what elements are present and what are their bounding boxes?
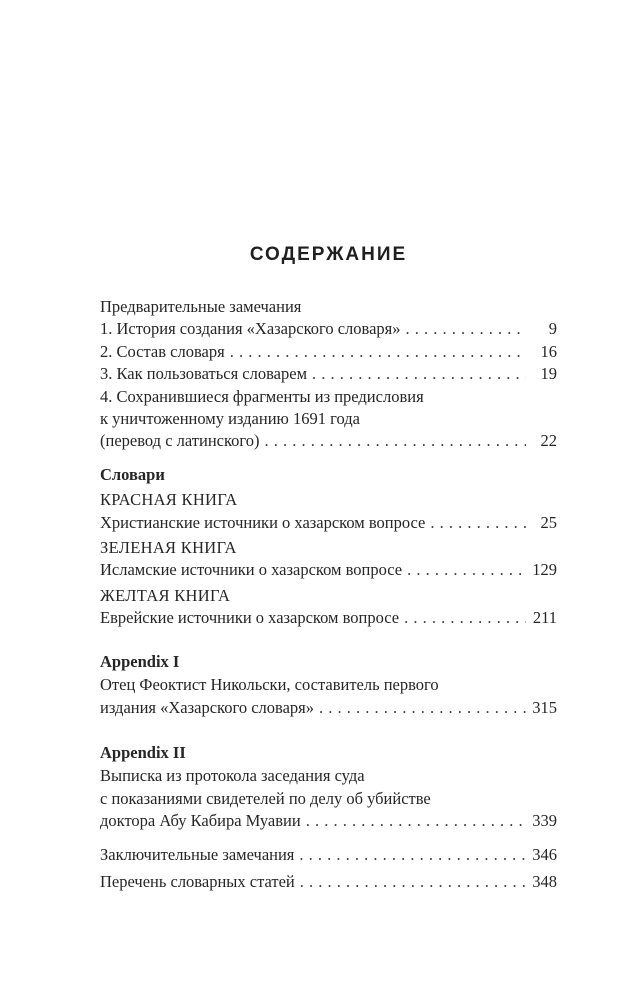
toc-entry-line: Отец Феоктист Никольски, составитель первого [100, 675, 439, 695]
book-title: ЗЕЛЕНАЯ КНИГА [100, 538, 237, 558]
dot-leader [406, 318, 526, 340]
toc-entry-label: Исламские источники о хазарском вопросе [100, 560, 403, 580]
section-header: Предварительные замечания [100, 297, 302, 316]
toc-page-number: 346 [532, 844, 557, 864]
table-of-contents [100, 296, 557, 893]
toc-entry [100, 765, 557, 832]
toc-page-number: 25 [540, 512, 557, 532]
toc-entry-label: 1. История создания «Хазарского словаря» [100, 319, 401, 339]
toc-entry-label: Христианские источники о хазарском вопросе [100, 512, 426, 532]
toc-page-number: 339 [532, 811, 557, 831]
section-header: Appendix II [100, 742, 186, 762]
toc-entry-label: 2. Состав словаря [100, 341, 225, 361]
section-header: Appendix I [100, 651, 180, 671]
section-header: Словари [100, 464, 165, 484]
toc-page-number: 16 [540, 341, 557, 361]
toc-entry [100, 489, 557, 534]
book-title: ЖЕЛТАЯ КНИГА [100, 585, 231, 605]
toc-entry [100, 844, 557, 866]
toc-entry [100, 363, 557, 385]
dot-leader [430, 512, 526, 534]
toc-entry [100, 585, 557, 630]
toc-entry [100, 386, 557, 453]
toc-section-appendix-1 [100, 651, 557, 719]
toc-entry-label: Заключительные замечания [100, 844, 295, 864]
dot-leader [306, 810, 526, 832]
toc-entry-label: Еврейские источники о хазарском вопросе [100, 608, 400, 628]
toc-page-number: 19 [540, 364, 557, 384]
dot-leader [299, 844, 526, 866]
dot-leader [407, 559, 526, 581]
toc-entry [100, 318, 557, 340]
toc-section-closing [100, 844, 557, 894]
toc-entry-label: Перечень словарных статей [100, 871, 295, 891]
toc-entry [100, 674, 557, 719]
toc-entry-line: к уничтоженному изданию 1691 года [100, 409, 360, 429]
toc-entry-line: с показаниями свидетелей по делу об убийстве [100, 788, 431, 808]
toc-page-number: 22 [540, 431, 557, 451]
toc-section-appendix-2 [100, 742, 557, 833]
toc-entry-label: издания «Хазарского словаря» [100, 697, 315, 717]
dot-leader [312, 363, 526, 385]
toc-section-dictionaries [100, 464, 557, 630]
toc-entry-line: Выписка из протокола заседания суда [100, 766, 365, 786]
toc-entry-label: 3. Как пользоваться словарем [100, 364, 308, 384]
toc-entry [100, 537, 557, 582]
toc-page-number: 129 [532, 560, 557, 580]
toc-page-number: 9 [548, 319, 557, 339]
toc-entry-label: (перевод с латинского) [100, 431, 260, 451]
toc-page-number: 315 [532, 697, 557, 717]
toc-page-number: 348 [532, 871, 557, 891]
toc-section-preliminary [100, 296, 557, 453]
dot-leader [404, 607, 526, 629]
dot-leader [265, 430, 527, 452]
dot-leader [319, 697, 526, 719]
toc-entry-label: доктора Абу Кабира Муавии [100, 811, 301, 831]
toc-entry-line: 4. Сохранившиеся фрагменты из предисловия [100, 386, 424, 406]
toc-page-number: 211 [532, 608, 557, 628]
toc-entry [100, 341, 557, 363]
page-title: СОДЕРЖАНИЕ [249, 244, 408, 265]
book-title: КРАСНАЯ КНИГА [100, 490, 238, 510]
dot-leader [230, 341, 526, 363]
dot-leader [300, 871, 526, 893]
toc-entry [100, 871, 557, 893]
